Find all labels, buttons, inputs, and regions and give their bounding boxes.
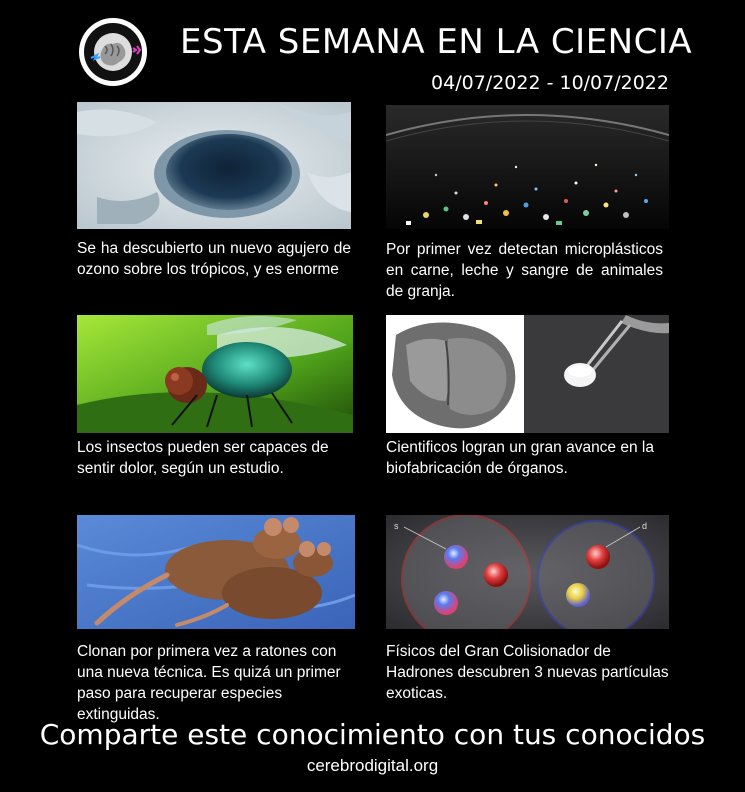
share-message: Comparte este conocimiento con tus conocidos	[39, 718, 706, 751]
card-caption: Físicos del Gran Colisionador de Hadrones descubren 3 nuevas partículas exoticas.	[386, 643, 669, 702]
mice-image	[77, 515, 355, 629]
heart-biofabrication-image	[386, 315, 669, 433]
card-caption: Se ha descubierto un nuevo agujero de ozono sobre los trópicos, y es enorme	[77, 240, 351, 278]
particle-label-d: d	[642, 521, 648, 531]
ozone-hole-image	[77, 102, 351, 229]
cerebro-digital-logo	[77, 16, 149, 88]
particle-label-s: s	[394, 521, 399, 531]
date-range: 04/07/2022 - 10/07/2022	[431, 72, 669, 94]
website-link[interactable]: cerebrodigital.org	[306, 756, 439, 775]
card-caption: Clonan por primera vez a ratones con una nueva técnica. Es quizá un primer paso para recuperar especies extinguidas.	[77, 643, 341, 723]
particles-image	[386, 515, 669, 629]
card-caption: Cientificos logran un gran avance en la biofabricación de órganos.	[386, 439, 654, 477]
microplastics-image	[386, 105, 669, 229]
card-caption: Los insectos pueden ser capaces de sentir dolor, según un estudio.	[77, 439, 329, 477]
page-title: ESTA SEMANA EN LA CIENCIA	[180, 22, 693, 62]
fly-image	[77, 315, 353, 433]
card-caption: Por primer vez detectan microplásticos en carne, leche y sangre de animales de granja.	[386, 241, 663, 300]
